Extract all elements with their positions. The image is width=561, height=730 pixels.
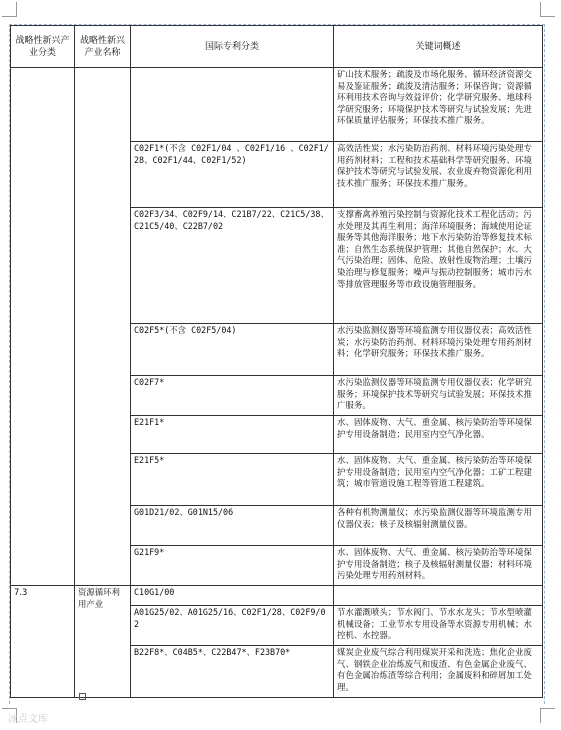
ipc-cell: A01G25/02、A01G25/16、C02F1/28、C02F9/02 bbox=[131, 606, 334, 646]
table-header-row bbox=[11, 26, 543, 68]
keywords-cell: 水、固体废物、大气、重金属、核污染防治等环境保护专用设备制造；民用室内空气净化器。 bbox=[334, 416, 543, 454]
ipc-cell: C10G1/00 bbox=[131, 586, 334, 606]
ipc-cell: E21F1* bbox=[131, 416, 334, 454]
text-boundary-right bbox=[544, 24, 545, 704]
ipc-cell bbox=[131, 68, 334, 142]
ipc-cell: C02F5*(不含 C02F5/04) bbox=[131, 324, 334, 376]
crop-mark-top-left bbox=[2, 2, 17, 17]
ipc-cell: C02F7* bbox=[131, 376, 334, 416]
crop-mark-bottom-right bbox=[540, 708, 555, 723]
category-cell bbox=[11, 68, 75, 586]
header-industry-category: 战略性新兴产业分类 bbox=[11, 26, 75, 68]
keywords-cell: 水、固体废物、大气、重金属、核污染防治等环境保护专用设备制造；核子及核辐射测量仪器；材料环境污染处理专用药剂材料。 bbox=[334, 546, 543, 586]
patent-classification-table bbox=[10, 25, 543, 698]
watermark: 冰点文库 bbox=[8, 714, 48, 725]
header-ipc: 国际专利分类 bbox=[131, 26, 334, 68]
table-anchor-handle[interactable] bbox=[79, 693, 86, 700]
keywords-cell: 矿山技术服务；疏浚及市场化服务、循环经济资源交易及鉴证服务；疏浚及清洁服务；环保咨询；资源循环利用技术咨询与效益评价；化学研究服务、地球科学研究服务；环境保护技术等研究与试验发展；先进环保质量评估服务；环保技术推广服务。 bbox=[334, 68, 543, 142]
ipc-cell: E21F5* bbox=[131, 454, 334, 506]
ipc-cell: C02F1*(不含 C02F1/04 、C02F1/16 、C02F1/28、C02F1/44、C02F1/52) bbox=[131, 142, 334, 208]
keywords-cell: 各种有机物测量仪；水污染监测仪器等环境监测专用仪器仪表；核子及核辐射测量仪器。 bbox=[334, 506, 543, 546]
ipc-cell: G01D21/02、G01N15/06 bbox=[131, 506, 334, 546]
keywords-cell: 煤炭企业废气综合利用煤炭开采和洗选；焦化企业废气、钢铁企业冶炼废气和废渣、有色金属企业废气、有色金属冶炼渣等综合利用；金属废料和碎屑加工处理。 bbox=[334, 646, 543, 698]
keywords-cell: 高效活性炭；水污染防治药剂、材料环境污染处理专用药剂材料；工程和技术基础科学等研究服务、环境保护技术等研究与试验发展、农业废弃物资源化利用技术推广服务；环保技术推广服务。 bbox=[334, 142, 543, 208]
ipc-cell: G21F9* bbox=[131, 546, 334, 586]
ipc-cell: C02F3/34、C02F9/14、C21B7/22、C21C5/38、C21C5/40、C22B7/02 bbox=[131, 208, 334, 324]
keywords-cell: 水、固体废物、大气、重金属、核污染防治等环境保护专用设备制造；民用室内空气净化器；工矿工程建筑；城市管道设施工程等管道工程建筑。 bbox=[334, 454, 543, 506]
ipc-cell: B22F8*、C04B5*、C22B47*、F23B70* bbox=[131, 646, 334, 698]
keywords-cell: 水污染监测仪器等环境监测专用仪器仪表；化学研究服务；环境保护技术等研究与试验发展；环保技术推广服务。 bbox=[334, 376, 543, 416]
keywords-cell: 水污染监测仪器等环境监测专用仪器仪表；高效活性炭；水污染防治药剂、材料环境污染处理专用药剂材料；化学研究服务；环保技术推广服务。 bbox=[334, 324, 543, 376]
table-row bbox=[11, 586, 543, 606]
table-row bbox=[11, 68, 543, 142]
header-industry-name: 战略性新兴产业名称 bbox=[75, 26, 131, 68]
keywords-cell: 支撑畜禽养殖污染控制与资源化技术工程化活动；污水处理及其再生利用；海洋环境服务；海域使用论证服务等其他海洋服务；地下水污染防治等修复技术标准；自然生态系统保护管理；其他自然保护；水、大气污染治理；固体、危险、放射性废物治理；土壤污染治理与修复服务；噪声与振动控制服务；城市污水等排放管理服务等市政设施管理服务。 bbox=[334, 208, 543, 324]
header-keywords: 关键词概述 bbox=[334, 26, 543, 68]
keywords-cell bbox=[334, 586, 543, 606]
section-code: 7.3 bbox=[11, 586, 75, 698]
crop-mark-top-right bbox=[540, 2, 555, 17]
section-name: 资源循环利用产业 bbox=[75, 586, 131, 698]
industry-name-cell bbox=[75, 68, 131, 586]
keywords-cell: 节水灌溉喷头；节水阀门、节水水龙头；节水型喷灌机械设备；工业节水专用设备等水资源专用机械；水控机、水控器。 bbox=[334, 606, 543, 646]
